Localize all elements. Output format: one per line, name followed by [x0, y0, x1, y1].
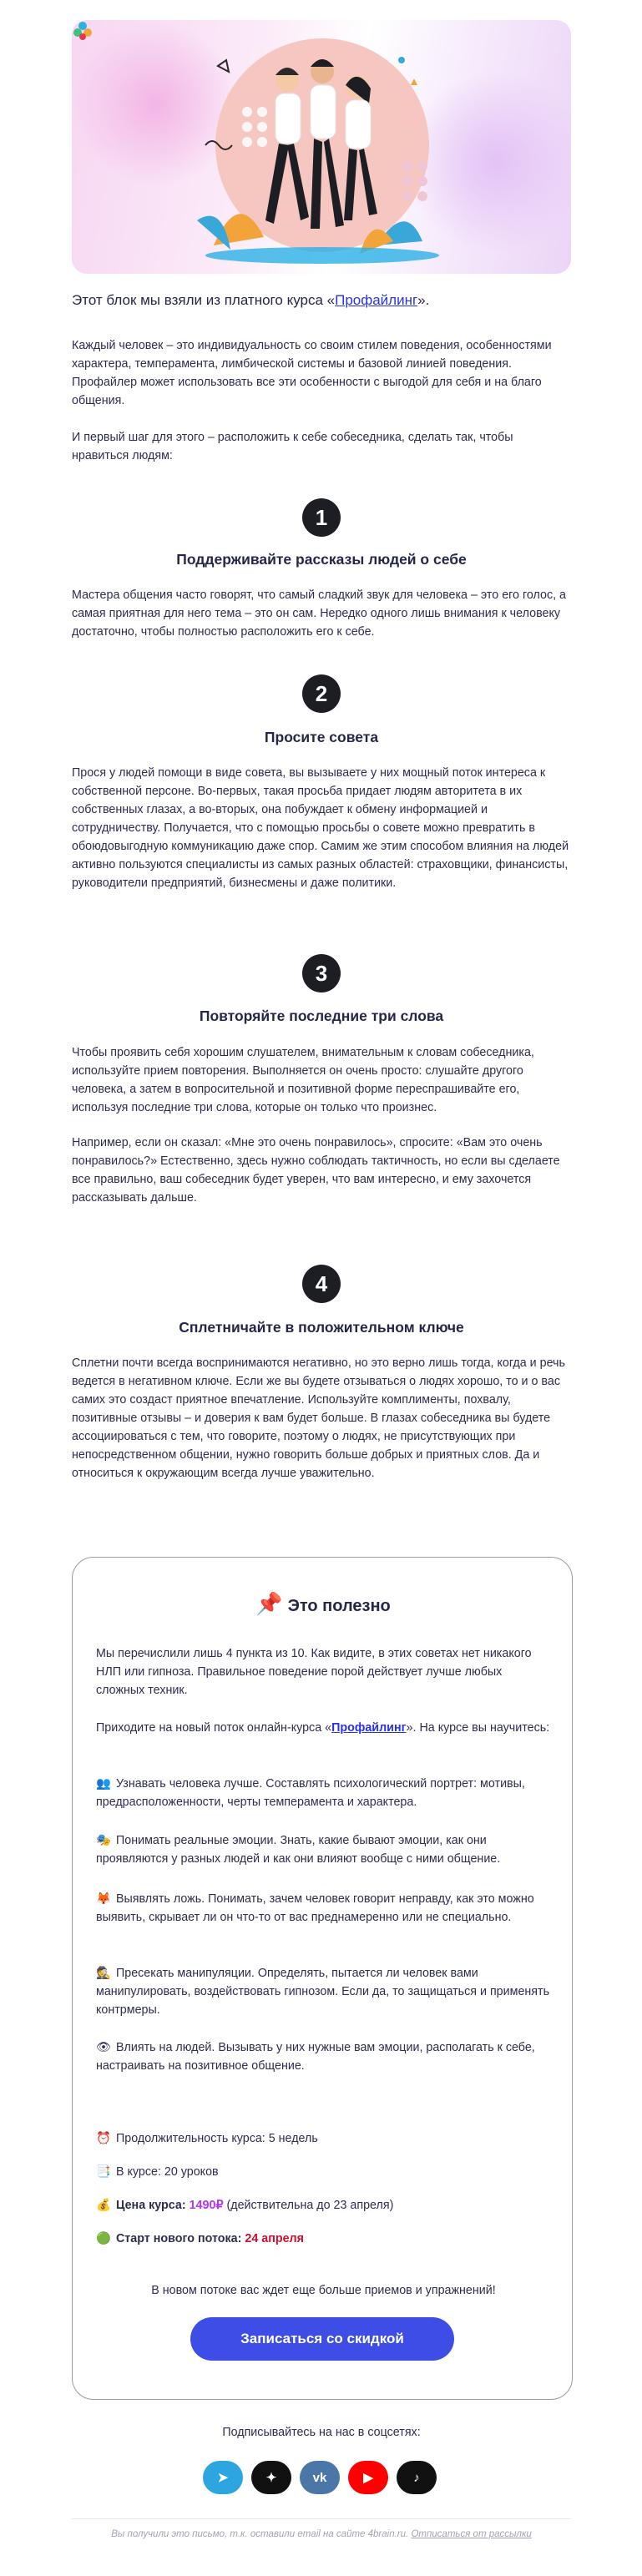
section-text: Например, если он сказал: «Мне это очень понравилось», спросите: «Вам это очень понравилось?» Естественно, здесь нужно соблюдать тактичность, но если вы сделаете все правильно, ваш собеседник будет уверен, что вам интересно, и ему захочется рассказывать дальше.: [72, 1136, 560, 1205]
benefit-text: Узнавать человека лучше. Составлять психологический портрет: мотивы, предрасположенности, черты темперамента и характера.: [96, 1777, 525, 1809]
eye-icon: 👁: [96, 2041, 112, 2054]
start-date: 24 апреля: [245, 2232, 304, 2245]
paragraph: И первый шаг для этого – расположить к себе собеседника, сделать так, чтобы нравиться людям:: [72, 431, 513, 462]
benefit-text: Выявлять ложь. Понимать, зачем человек говорит неправду, как это можно выявить, скрывает ли он что-то от вас преднамеренно или не специально.: [96, 1892, 534, 1924]
friends-illustration: [72, 20, 571, 274]
social-label: Подписывайтесь на нас в соцсетях:: [222, 2426, 421, 2439]
benefit-item: [96, 1890, 551, 1927]
card-title-text: Это полезно: [287, 1597, 391, 1615]
section-title: Просите совета: [264, 729, 379, 745]
benefit-item: [96, 2038, 551, 2075]
useful-card: [72, 1557, 573, 2400]
price-value: 1490₽: [189, 2199, 224, 2212]
start-label: Старт нового потока:: [115, 2232, 242, 2245]
fox-icon: 🦊: [96, 1892, 111, 1906]
brand-logo: [72, 20, 94, 42]
detective-icon: 🕵: [96, 1967, 111, 1980]
alarm-clock-icon: ⏰: [96, 2132, 111, 2145]
footer: [72, 2529, 571, 2539]
step-number-3: 3: [302, 954, 341, 993]
promo-text: В новом потоке вас ждет еще больше приемов и упражнений!: [151, 2284, 496, 2297]
step-number-4: 4: [302, 1265, 341, 1303]
youtube-icon[interactable]: ▶: [348, 2461, 388, 2494]
card-p2-before: Приходите на новый поток онлайн-курса «: [96, 1721, 332, 1735]
benefit-item: [96, 1831, 551, 1868]
card-paragraph: Мы перечислили лишь 4 пункта из 10. Как видите, в этих советах нет никакого НЛП или гипноза. Правильное поведение порой действует лучше любых сложных техник.: [96, 1647, 532, 1697]
course-price: [96, 2196, 551, 2215]
section-text: Мастера общения часто говорят, что самый сладкий звук для человека – это его голос, а самая приятная для него тема – это он сам. Нередко одного лишь внимания к человеку достаточно, чтобы полностью расположить его к себе.: [72, 588, 567, 639]
green-circle-icon: 🟢: [96, 2232, 111, 2245]
benefit-item: [96, 1775, 551, 1811]
benefit-text: Пресекать манипуляции. Определять, пытается ли человек вами манипулировать, воздействовать гипнозом. Если да, то защищаться и применять контрмеры.: [96, 1967, 550, 2017]
section-title: Сплетничайте в положительном ключе: [179, 1319, 464, 1336]
unsubscribe-link[interactable]: Отписаться от рассылки: [411, 2529, 532, 2539]
course-link[interactable]: Профайлинг: [335, 292, 418, 308]
footer-text: Вы получили это письмо, т.к. оставили email на сайте 4brain.ru.: [111, 2529, 409, 2539]
duration-text: Продолжительность курса: 5 недель: [115, 2132, 318, 2145]
bookmark-tabs-icon: 📑: [96, 2165, 111, 2179]
step-number-2: 2: [302, 674, 341, 713]
card-paragraph: [96, 1719, 551, 1737]
step-number-1: 1: [302, 498, 341, 537]
card-title: [73, 1591, 574, 1617]
course-link[interactable]: Профайлинг: [331, 1721, 407, 1735]
benefit-text: Понимать реальные эмоции. Знать, какие бывают эмоции, как они проявляются у разных людей и как они влияют вообще с ними общение.: [96, 1834, 501, 1866]
card-p2-after: ». На курсе вы научитесь:: [406, 1721, 550, 1735]
course-lessons: [96, 2163, 551, 2181]
section-text: Сплетни почти всегда воспринимаются негативно, но это верно лишь тогда, когда и речь ведется в негативном ключе. Если же вы будете отзываться о людях хорошо, то и о вас самих это создаст приятное впечатление. Используйте комплименты, похвалу, позитивные отзывы – и доверия к вам будет больше. В глазах собеседника вы будете ассоциироваться с тем, что говорите, поэтому о людях, не присутствующих при непосредственном общении, нужно говорить больше добрых и приятных слов. Да и относиться к окружающим всегда лучше уважительно.: [72, 1356, 565, 1480]
enroll-button[interactable]: Записаться со скидкой: [190, 2317, 454, 2361]
course-duration: [96, 2129, 551, 2148]
section-text: Чтобы проявить себя хорошим слушателем, внимательным к словам собеседника, используйте прием повторения. Выполняется он очень просто: слушайте другого человека, а затем в вопросительной и позитивной форме переспрашивайте его, используя последние три слова, которые он только что произнес.: [72, 1046, 534, 1114]
paragraph: Каждый человек – это индивидуальность со своим стилем поведения, особенностями характера, темперамента, лимбической системы и базовой линией поведения. Профайлер может использовать все эти особенности с выгодой для себя и на благо общения.: [72, 339, 552, 407]
section-text: Прося у людей помощи в виде совета, вы вызываете у них мощный поток интереса к собственной персоне. Во-первых, такая просьба придает людям авторитета в их собственных глазах, а во-вторых, она побуждает к обмену информацией и сотрудничеству. Получается, что с помощью просьбы о совете можно превратить в обоюдовыгодную коммуникацию даже спор. Самим же этим способом влияния на людей активно пользуются специалисты из самых разных областей: страховщики, финансисты, руководители предприятий, бизнесмены и даже политики.: [72, 766, 569, 890]
tiktok-icon[interactable]: ♪: [397, 2461, 437, 2494]
vk-icon[interactable]: vk: [300, 2461, 340, 2494]
benefit-text: Влиять на людей. Вызывать у них нужные вам эмоции, располагать к себе, настраивать на позитивное общение.: [96, 2041, 535, 2073]
telegram-icon[interactable]: ➤: [203, 2461, 243, 2494]
price-note: (действительна до 23 апреля): [226, 2199, 394, 2212]
section-title: Поддерживайте рассказы людей о себе: [176, 551, 467, 568]
intro-before: Этот блок мы взяли из платного курса «: [72, 292, 336, 308]
masks-icon: 🎭: [96, 1834, 111, 1847]
dzen-icon[interactable]: ✦: [251, 2461, 291, 2494]
intro-after: ».: [417, 292, 430, 308]
pushpin-icon: 📌: [255, 1591, 283, 1616]
section-title: Повторяйте последние три слова: [199, 1008, 444, 1024]
lessons-text: В курсе: 20 уроков: [115, 2165, 219, 2179]
intro-text: [72, 290, 571, 311]
money-bag-icon: 💰: [96, 2199, 111, 2212]
footer-divider: [72, 2518, 571, 2519]
benefit-item: [96, 1964, 551, 2019]
people-icon: 👥: [96, 1777, 111, 1791]
hero-illustration: [72, 20, 571, 274]
course-start: [96, 2230, 551, 2248]
price-label: Цена курса:: [115, 2199, 186, 2212]
